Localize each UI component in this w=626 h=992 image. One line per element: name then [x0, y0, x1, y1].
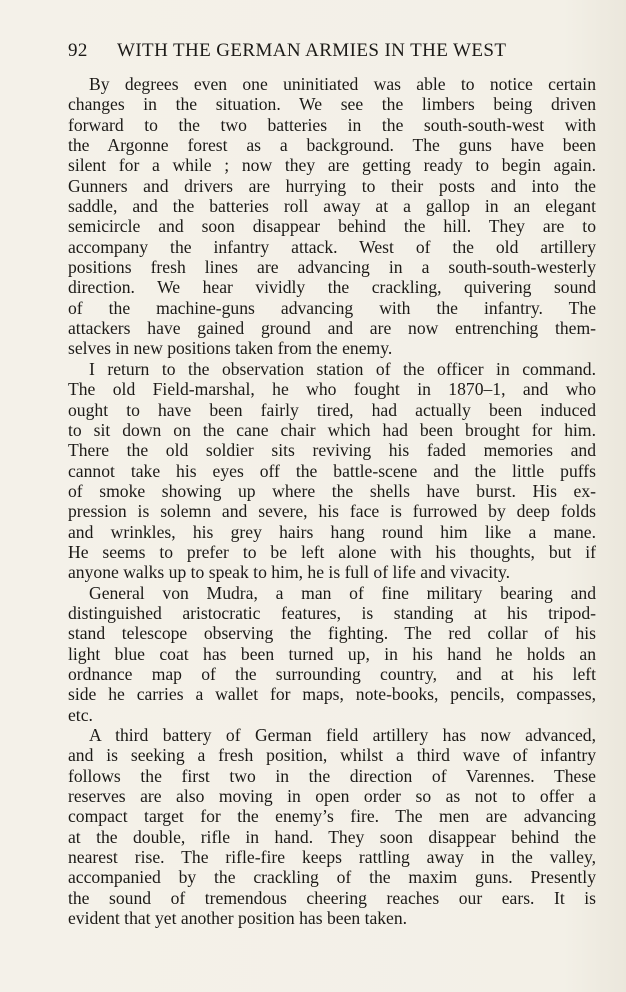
text-line: forward to the two batteries in the south-south-west with [68, 114, 596, 135]
text-line: saddle, and the batteries roll away at a gallop in an elegant [68, 196, 596, 217]
text-line: reserves are also moving in open order so as not to offer a [68, 786, 596, 807]
text-line: He seems to prefer to be left alone with his thoughts, but if [68, 541, 596, 562]
body-text [68, 74, 596, 928]
text-line: ordnance map of the surrounding country, and at his left [68, 663, 596, 684]
text-line: etc. [68, 704, 93, 725]
text-line: to sit down on the cane chair which had been brought for him. [68, 419, 596, 440]
paragraph [68, 74, 596, 359]
text-line: of the machine-guns advancing with the infantry. The [68, 297, 596, 318]
text-line: accompany the infantry attack. West of the old artillery [68, 236, 596, 257]
text-line: semicircle and soon disappear behind the hill. They are to [68, 216, 596, 237]
text-line: By degrees even one uninitiated was able to notice certain [89, 74, 596, 94]
text-line: selves in new positions taken from the enemy. [68, 338, 393, 359]
text-line: General von Mudra, a man of fine military bearing and [89, 582, 596, 603]
text-line: A third battery of German field artillery has now advanced, [89, 725, 596, 745]
text-line: of smoke showing up where the shells have burst. His ex- [68, 480, 596, 501]
page-header [68, 40, 568, 64]
text-line: and is seeking a fresh position, whilst a third wave of infantry [68, 745, 596, 766]
text-line: I return to the observation station of the officer in command. [89, 358, 596, 379]
text-line: There the old soldier sits reviving his faded memories and [68, 440, 596, 461]
text-line: ought to have been fairly tired, had actually been induced [68, 399, 596, 420]
text-line: attackers have gained ground and are now entrenching them- [68, 318, 596, 339]
text-line: positions fresh lines are advancing in a south-south-westerly [68, 257, 596, 278]
text-line: changes in the situation. We see the limbers being driven [68, 94, 596, 115]
text-line: anyone walks up to speak to him, he is full of life and vivacity. [68, 562, 511, 583]
text-line: the Argonne forest as a background. The guns have been [68, 135, 596, 156]
running-head: WITH THE GERMAN ARMIES IN THE WEST [117, 40, 507, 61]
text-line: Gunners and drivers are hurrying to their posts and into the [68, 175, 596, 196]
text-line: the sound of tremendous cheering reaches our ears. It is [68, 887, 596, 908]
text-line: distinguished aristocratic features, is standing at his tripod- [68, 602, 596, 623]
text-line: at the double, rifle in hand. They soon disappear behind the [68, 826, 596, 847]
text-line: stand telescope observing the fighting. The red collar of his [68, 623, 596, 644]
text-line: and wrinkles, his grey hairs hang round him like a mane. [68, 521, 596, 542]
text-line: The old Field-marshal, he who fought in 1870–1, and who [68, 379, 596, 400]
paragraph [68, 359, 596, 583]
text-line: nearest rise. The rifle-fire keeps rattling away in the valley, [68, 847, 596, 868]
text-line: silent for a while ; now they are getting ready to begin again. [68, 155, 596, 176]
text-line: follows the first two in the direction of Varennes. These [68, 765, 596, 786]
text-line: side he carries a wallet for maps, note-books, pencils, compasses, [68, 684, 596, 705]
text-line: light blue coat has been turned up, in his hand he holds an [68, 643, 596, 664]
text-line: pression is solemn and severe, his face is furrowed by deep folds [68, 501, 596, 522]
paragraph [68, 725, 596, 928]
text-line: accompanied by the crackling of the maxim guns. Presently [68, 867, 596, 888]
page-number: 92 [68, 40, 88, 61]
text-line: evident that yet another position has been taken. [68, 908, 408, 929]
text-line: direction. We hear vividly the crackling, quivering sound [68, 277, 596, 298]
text-line: compact target for the enemy’s fire. The men are advancing [68, 806, 596, 827]
paragraph [68, 583, 596, 725]
text-line: cannot take his eyes off the battle-scene and the little puffs [68, 460, 596, 481]
